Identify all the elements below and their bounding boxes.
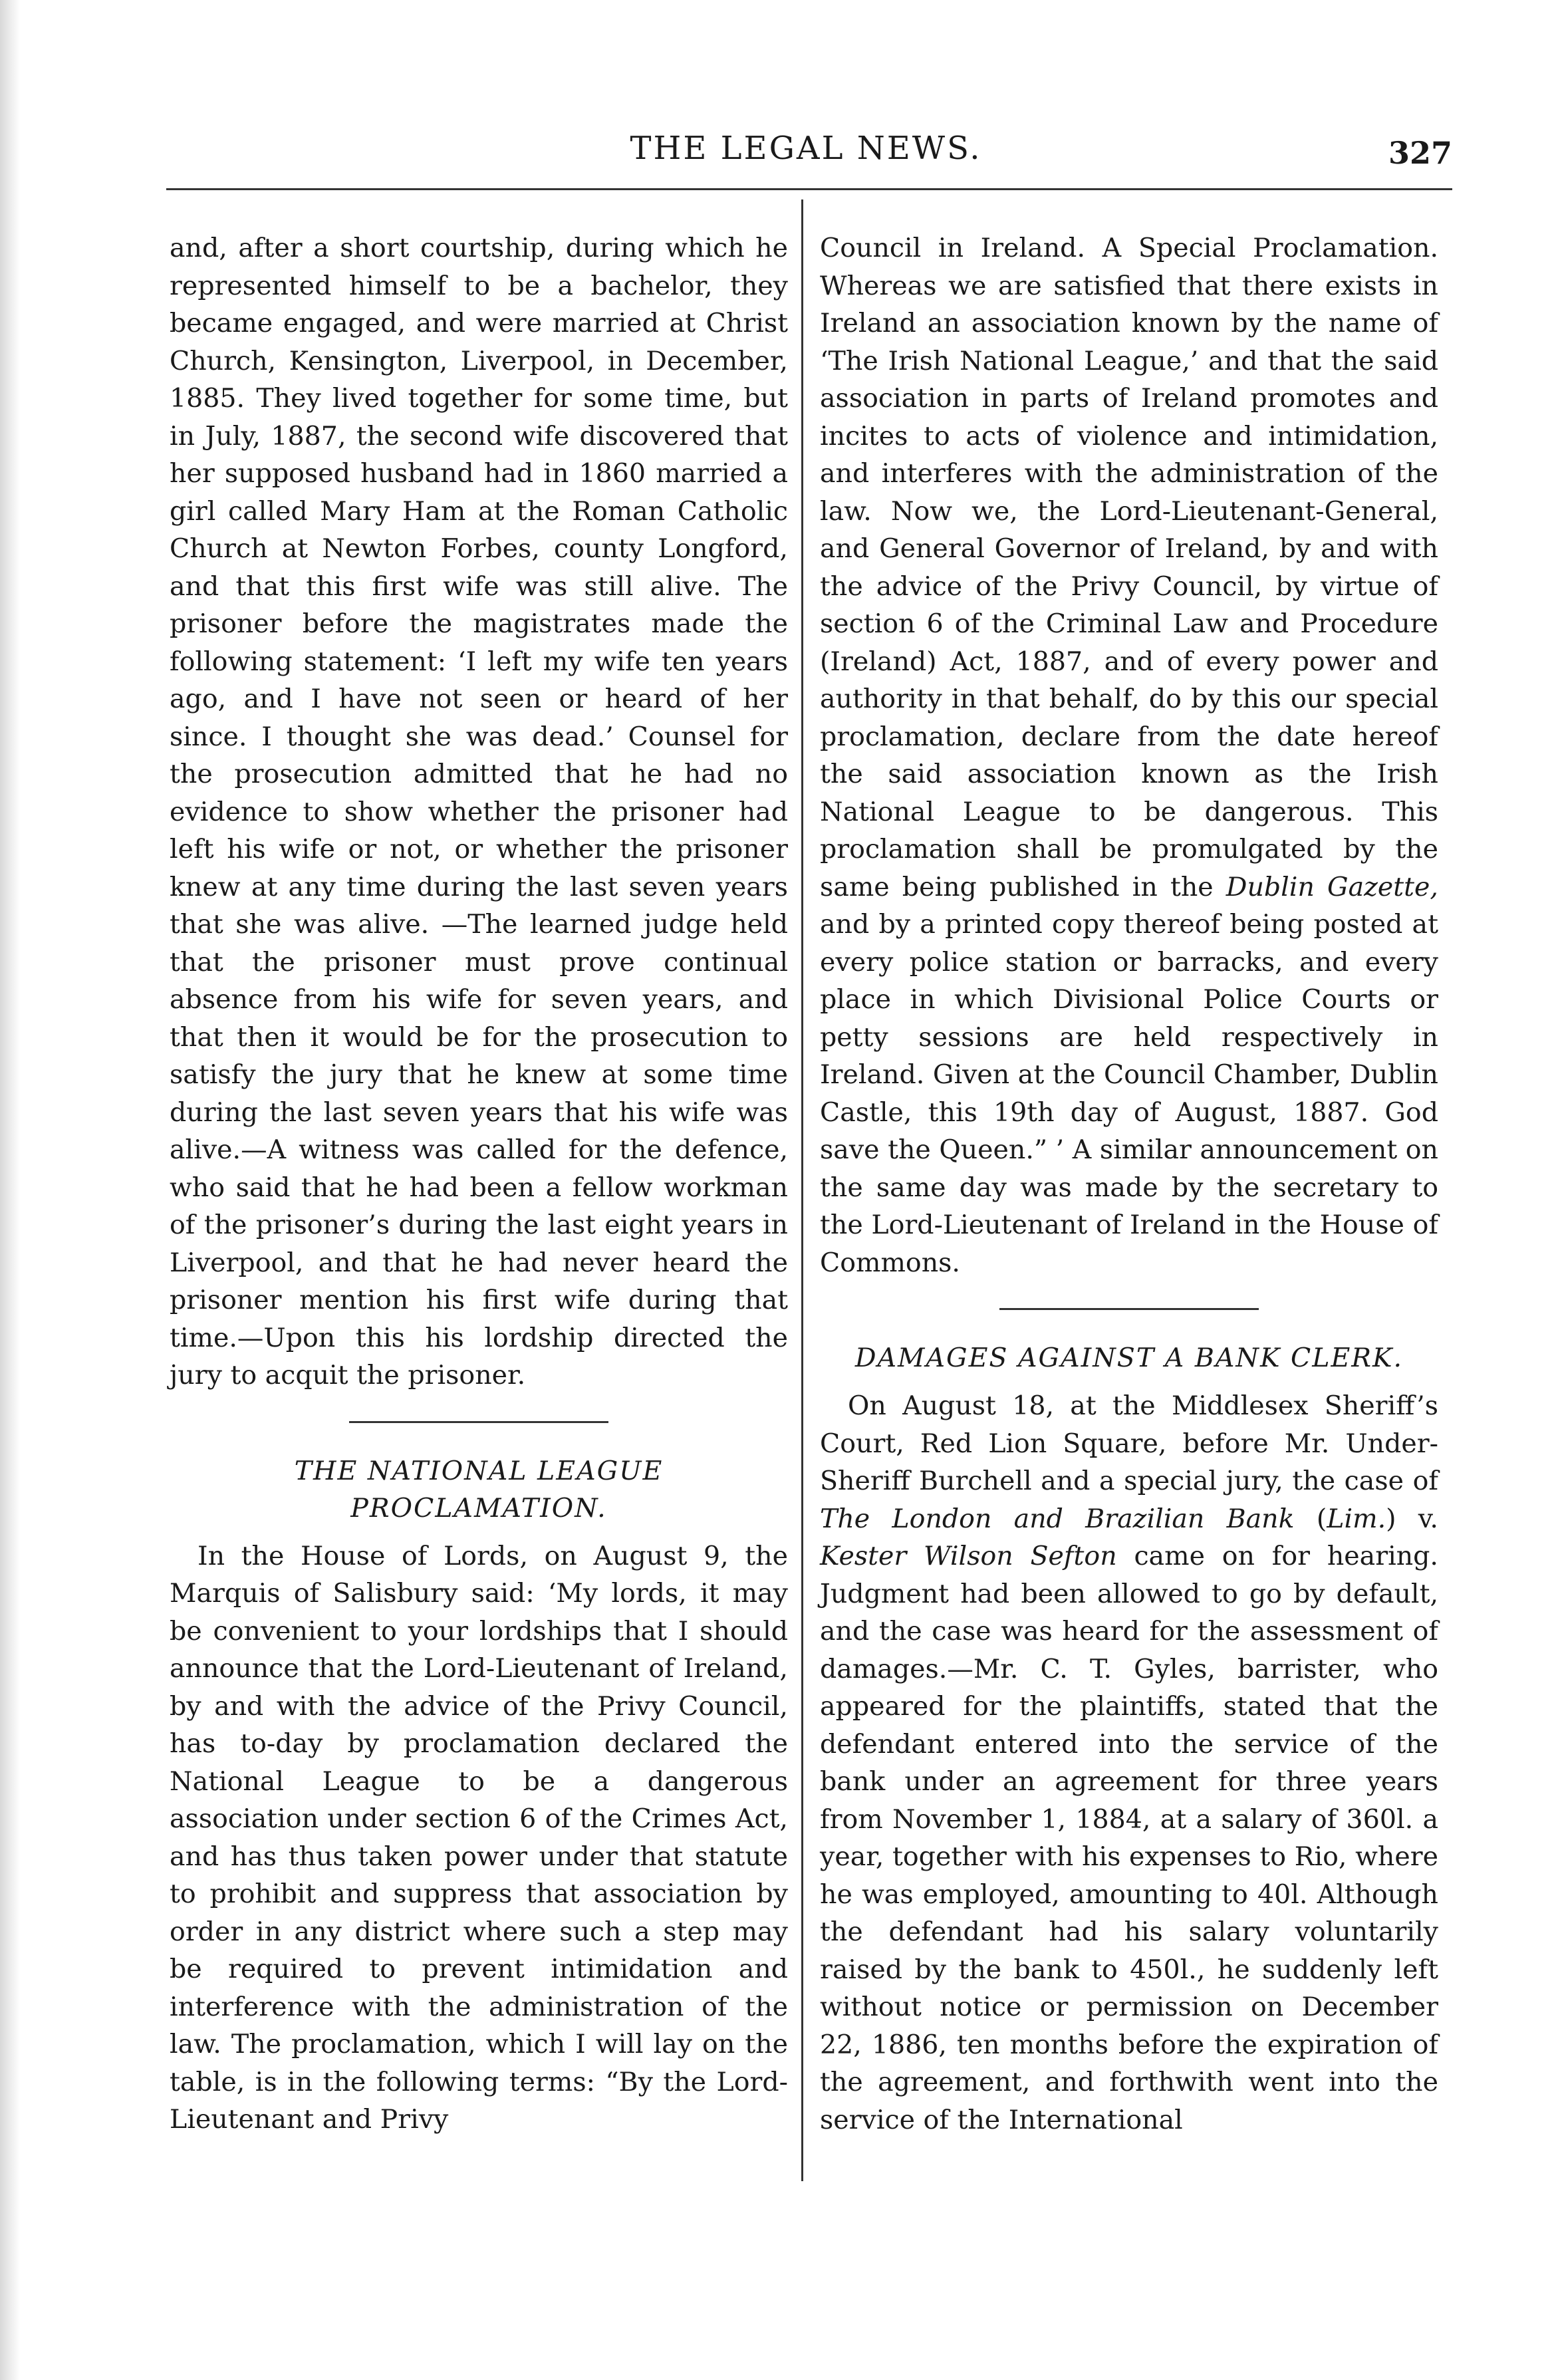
bank-clerk-text: On August 18, at the Middlesex Sheriff’s Court, Red Lion Square, before Mr. Under-Sheriff Burchell and a special jury, the case of: [820, 1390, 1438, 1496]
running-title: THE LEGAL NEWS.: [630, 130, 982, 167]
bigamy-case-paragraph: and, after a short courtship, during which he represented himself to be a bachelor, they became engaged, and were married at Christ Church, Kensington, Liverpool, in December, 1885. They lived together for some time, but in July, 1887, the second wife discovered that her supposed husband had in 1860 married a girl called Mary Ham at the Roman Catholic Church at Newton Forbes, county Longford, and that this first wife was still alive. The prisoner before the magistrates made the following statement: ‘I left my wife ten years ago, and I have not seen or heard of her since. I thought she was dead.’ Counsel for the prosecution admitted that he had no evidence to show whether the prisoner had left his wife or not, or whether the prisoner knew at any time during the last seven years that she was alive. —The learned judge held that the prisoner must prove continual absence from his wife for seven years, and that then it would be for the prosecution to satisfy the jury that he knew at some time during the last seven years that his wife was alive.—A witness was called for the defence, who said that he had been a fellow workman of the prisoner’s during the last eight years in Liverpool, and that he had never heard the prisoner mention his first wife during that time.—Upon this his lordship directed the jury to acquit the prisoner.: [170, 233, 788, 1390]
case-plaintiff: The London and Brazilian Bank: [820, 1503, 1295, 1534]
right-column: [820, 229, 1438, 2139]
header-rule: [166, 188, 1452, 190]
case-lim-close: ) v.: [1386, 1503, 1438, 1534]
section-heading-national-league: THE NATIONAL LEAGUE PROCLAMATION.: [294, 1455, 664, 1523]
case-defendant: Kester Wilson Sefton: [820, 1541, 1117, 1571]
column-divider: [801, 199, 803, 2181]
running-head: [160, 130, 1452, 183]
proclamation-text: Council in Ireland. A Special Proclamation. Whereas we are satisfied that there exists in Ireland an association known by the name of ‘The Irish National League,’ and that the said association in parts of Ireland promotes and incites to acts of violence and intimidation, and interferes with the administration of the law. Now we, the Lord-Lieutenant-General, and General Governor of Ireland, by and with the advice of the Privy Council, by virtue of section 6 of the Criminal Law and Procedure (Ireland) Act, 1887, and of every power and authority in that behalf, do by this our special proclamation, declare from the date hereof the said association known as the Irish National League to be dangerous. This proclamation shall be promulgated by the same being published in the: [820, 233, 1438, 902]
gazette-name: Dublin Gazette,: [1226, 871, 1438, 902]
bank-clerk-text-rest: came on for hearing. Judgment had been allowed to go by default, and the case was heard for the assessment of damages.—Mr. C. T. Gyles, barrister, who appeared for the plaintiffs, stated that the defendant entered into the service of the bank under an agreement for three years from November 1, 1884, at a salary of 360l. a year, together with his expenses to Rio, where he was employed, amounting to 40l. Although the defendant had his salary voluntarily raised by the bank to 450l., he suddenly left without notice or permission on December 22, 1886, ten months before the expiration of the agreement, and forthwith went into the service of the International: [820, 1541, 1438, 2135]
national-league-paragraph: In the House of Lords, on August 9, the Marquis of Salisbury said: ‘My lords, it may be convenient to your lordships that I should announce that the Lord-Lieutenant of Ireland, by and with the advice of the Privy Council, has to-day by proclamation declared the National League to be a dangerous association under section 6 of the Crimes Act, and has thus taken power under that statute to prohibit and suppress that association by order in any district where such a step may be required to prevent intimidation and interference with the administration of the law. The proclamation, which I will lay on the table, is in the following terms: “By the Lord-Lieutenant and Privy: [170, 1540, 788, 2135]
section-divider: [349, 1421, 608, 1423]
section-heading-bank-clerk: DAMAGES AGAINST A BANK CLERK.: [854, 1343, 1404, 1373]
case-lim: Lim.: [1327, 1503, 1386, 1534]
bank-clerk-paragraph: [820, 1387, 1438, 2139]
page-number: 327: [1388, 135, 1452, 171]
scan-edge: [0, 0, 20, 2380]
proclamation-text-2: and by a printed copy thereof being posted at every police station or barracks, and every place in which Divisional Police Courts or petty sessions are held respectively in Ireland. Given at the Council Chamber, Dublin Castle, this 19th day of August, 1887. God save the Queen.” ’ A similar announcement on the same day was made by the secretary to the Lord-Lieutenant of Ireland in the House of Commons.: [820, 909, 1438, 1278]
left-column: [170, 229, 788, 2139]
case-lim-open: (: [1316, 1503, 1327, 1534]
proclamation-paragraph: [820, 229, 1438, 1281]
section-divider: [999, 1308, 1259, 1310]
